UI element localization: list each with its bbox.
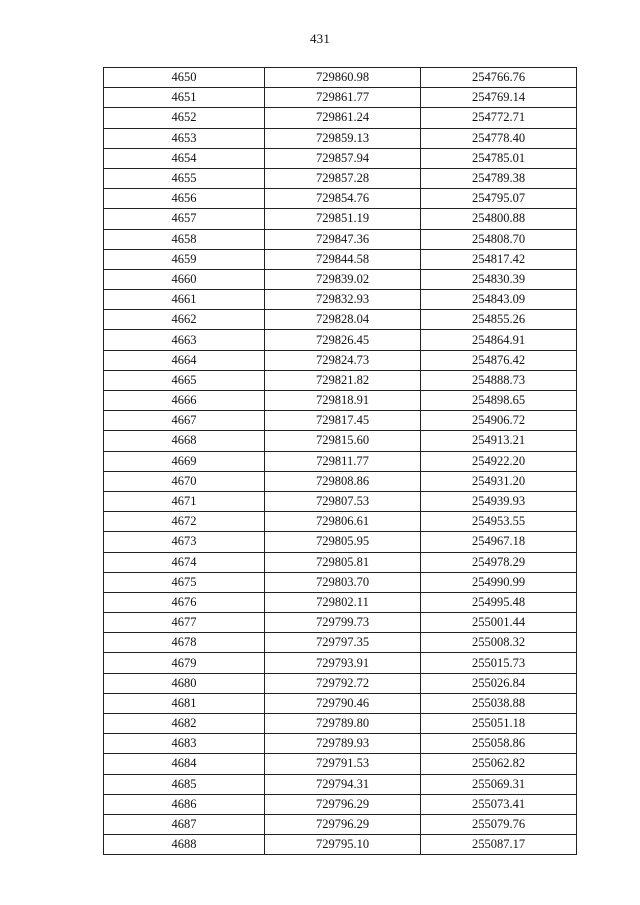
y-coordinate-cell: 254953.55 bbox=[421, 512, 577, 532]
y-coordinate-cell: 254769.14 bbox=[421, 88, 577, 108]
table-row bbox=[104, 653, 577, 673]
y-coordinate-cell: 255058.86 bbox=[421, 734, 577, 754]
point-number-cell: 4656 bbox=[104, 189, 265, 209]
point-number-cell: 4650 bbox=[104, 68, 265, 88]
table-row bbox=[104, 350, 577, 370]
table-row bbox=[104, 491, 577, 511]
x-coordinate-cell: 729828.04 bbox=[265, 310, 421, 330]
point-number-cell: 4657 bbox=[104, 209, 265, 229]
table-row bbox=[104, 613, 577, 633]
x-coordinate-cell: 729857.28 bbox=[265, 168, 421, 188]
point-number-cell: 4654 bbox=[104, 148, 265, 168]
y-coordinate-cell: 254785.01 bbox=[421, 148, 577, 168]
table-row bbox=[104, 734, 577, 754]
point-number-cell: 4652 bbox=[104, 108, 265, 128]
y-coordinate-cell: 254864.91 bbox=[421, 330, 577, 350]
y-coordinate-cell: 254990.99 bbox=[421, 572, 577, 592]
table-row bbox=[104, 512, 577, 532]
x-coordinate-cell: 729815.60 bbox=[265, 431, 421, 451]
point-number-cell: 4669 bbox=[104, 451, 265, 471]
table-row bbox=[104, 794, 577, 814]
x-coordinate-cell: 729794.31 bbox=[265, 774, 421, 794]
x-coordinate-cell: 729851.19 bbox=[265, 209, 421, 229]
table-row bbox=[104, 68, 577, 88]
x-coordinate-cell: 729808.86 bbox=[265, 471, 421, 491]
x-coordinate-cell: 729796.29 bbox=[265, 794, 421, 814]
y-coordinate-cell: 254898.65 bbox=[421, 391, 577, 411]
y-coordinate-cell: 254766.76 bbox=[421, 68, 577, 88]
table-row bbox=[104, 552, 577, 572]
coordinates-table bbox=[103, 67, 577, 855]
table-row bbox=[104, 148, 577, 168]
y-coordinate-cell: 254995.48 bbox=[421, 592, 577, 612]
x-coordinate-cell: 729792.72 bbox=[265, 673, 421, 693]
point-number-cell: 4661 bbox=[104, 290, 265, 310]
y-coordinate-cell: 254778.40 bbox=[421, 128, 577, 148]
x-coordinate-cell: 729791.53 bbox=[265, 754, 421, 774]
point-number-cell: 4659 bbox=[104, 249, 265, 269]
x-coordinate-cell: 729789.93 bbox=[265, 734, 421, 754]
y-coordinate-cell: 255001.44 bbox=[421, 613, 577, 633]
y-coordinate-cell: 254843.09 bbox=[421, 290, 577, 310]
x-coordinate-cell: 729818.91 bbox=[265, 391, 421, 411]
point-number-cell: 4651 bbox=[104, 88, 265, 108]
point-number-cell: 4688 bbox=[104, 835, 265, 855]
table-row bbox=[104, 108, 577, 128]
y-coordinate-cell: 254800.88 bbox=[421, 209, 577, 229]
table-row bbox=[104, 370, 577, 390]
point-number-cell: 4665 bbox=[104, 370, 265, 390]
point-number-cell: 4677 bbox=[104, 613, 265, 633]
table-row bbox=[104, 714, 577, 734]
x-coordinate-cell: 729797.35 bbox=[265, 633, 421, 653]
x-coordinate-cell: 729807.53 bbox=[265, 491, 421, 511]
table-row bbox=[104, 633, 577, 653]
x-coordinate-cell: 729839.02 bbox=[265, 269, 421, 289]
table-row bbox=[104, 532, 577, 552]
x-coordinate-cell: 729844.58 bbox=[265, 249, 421, 269]
point-number-cell: 4674 bbox=[104, 552, 265, 572]
x-coordinate-cell: 729832.93 bbox=[265, 290, 421, 310]
table-row bbox=[104, 269, 577, 289]
point-number-cell: 4687 bbox=[104, 814, 265, 834]
table-row bbox=[104, 128, 577, 148]
table-row bbox=[104, 189, 577, 209]
y-coordinate-cell: 254939.93 bbox=[421, 491, 577, 511]
y-coordinate-cell: 254931.20 bbox=[421, 471, 577, 491]
y-coordinate-cell: 254913.21 bbox=[421, 431, 577, 451]
x-coordinate-cell: 729821.82 bbox=[265, 370, 421, 390]
point-number-cell: 4655 bbox=[104, 168, 265, 188]
coordinates-table-body bbox=[104, 68, 577, 855]
y-coordinate-cell: 254808.70 bbox=[421, 229, 577, 249]
table-row bbox=[104, 592, 577, 612]
table-row bbox=[104, 754, 577, 774]
point-number-cell: 4673 bbox=[104, 532, 265, 552]
x-coordinate-cell: 729859.13 bbox=[265, 128, 421, 148]
table-row bbox=[104, 451, 577, 471]
y-coordinate-cell: 255026.84 bbox=[421, 673, 577, 693]
table-row bbox=[104, 774, 577, 794]
x-coordinate-cell: 729795.10 bbox=[265, 835, 421, 855]
x-coordinate-cell: 729854.76 bbox=[265, 189, 421, 209]
y-coordinate-cell: 255008.32 bbox=[421, 633, 577, 653]
point-number-cell: 4680 bbox=[104, 673, 265, 693]
y-coordinate-cell: 255015.73 bbox=[421, 653, 577, 673]
y-coordinate-cell: 255069.31 bbox=[421, 774, 577, 794]
table-row bbox=[104, 310, 577, 330]
point-number-cell: 4679 bbox=[104, 653, 265, 673]
x-coordinate-cell: 729790.46 bbox=[265, 693, 421, 713]
x-coordinate-cell: 729799.73 bbox=[265, 613, 421, 633]
y-coordinate-cell: 255079.76 bbox=[421, 814, 577, 834]
y-coordinate-cell: 255051.18 bbox=[421, 714, 577, 734]
point-number-cell: 4672 bbox=[104, 512, 265, 532]
table-row bbox=[104, 168, 577, 188]
point-number-cell: 4658 bbox=[104, 229, 265, 249]
page-number: 431 bbox=[309, 31, 331, 46]
x-coordinate-cell: 729811.77 bbox=[265, 451, 421, 471]
x-coordinate-cell: 729789.80 bbox=[265, 714, 421, 734]
x-coordinate-cell: 729860.98 bbox=[265, 68, 421, 88]
point-number-cell: 4681 bbox=[104, 693, 265, 713]
table-row bbox=[104, 673, 577, 693]
y-coordinate-cell: 255038.88 bbox=[421, 693, 577, 713]
point-number-cell: 4663 bbox=[104, 330, 265, 350]
point-number-cell: 4682 bbox=[104, 714, 265, 734]
point-number-cell: 4664 bbox=[104, 350, 265, 370]
table-row bbox=[104, 693, 577, 713]
point-number-cell: 4670 bbox=[104, 471, 265, 491]
point-number-cell: 4678 bbox=[104, 633, 265, 653]
table-row bbox=[104, 391, 577, 411]
x-coordinate-cell: 729824.73 bbox=[265, 350, 421, 370]
point-number-cell: 4653 bbox=[104, 128, 265, 148]
point-number-cell: 4684 bbox=[104, 754, 265, 774]
table-row bbox=[104, 431, 577, 451]
y-coordinate-cell: 254967.18 bbox=[421, 532, 577, 552]
y-coordinate-cell: 254855.26 bbox=[421, 310, 577, 330]
x-coordinate-cell: 729806.61 bbox=[265, 512, 421, 532]
table-row bbox=[104, 249, 577, 269]
table-row bbox=[104, 814, 577, 834]
point-number-cell: 4685 bbox=[104, 774, 265, 794]
table-row bbox=[104, 835, 577, 855]
x-coordinate-cell: 729817.45 bbox=[265, 411, 421, 431]
table-row bbox=[104, 209, 577, 229]
table-row bbox=[104, 330, 577, 350]
point-number-cell: 4683 bbox=[104, 734, 265, 754]
x-coordinate-cell: 729861.77 bbox=[265, 88, 421, 108]
table-row bbox=[104, 229, 577, 249]
x-coordinate-cell: 729847.36 bbox=[265, 229, 421, 249]
x-coordinate-cell: 729805.95 bbox=[265, 532, 421, 552]
y-coordinate-cell: 254795.07 bbox=[421, 189, 577, 209]
y-coordinate-cell: 254830.39 bbox=[421, 269, 577, 289]
x-coordinate-cell: 729793.91 bbox=[265, 653, 421, 673]
table-row bbox=[104, 471, 577, 491]
table-row bbox=[104, 572, 577, 592]
point-number-cell: 4676 bbox=[104, 592, 265, 612]
y-coordinate-cell: 254922.20 bbox=[421, 451, 577, 471]
x-coordinate-cell: 729796.29 bbox=[265, 814, 421, 834]
table-row bbox=[104, 88, 577, 108]
point-number-cell: 4668 bbox=[104, 431, 265, 451]
x-coordinate-cell: 729857.94 bbox=[265, 148, 421, 168]
point-number-cell: 4660 bbox=[104, 269, 265, 289]
y-coordinate-cell: 254906.72 bbox=[421, 411, 577, 431]
point-number-cell: 4686 bbox=[104, 794, 265, 814]
x-coordinate-cell: 729802.11 bbox=[265, 592, 421, 612]
x-coordinate-cell: 729805.81 bbox=[265, 552, 421, 572]
x-coordinate-cell: 729826.45 bbox=[265, 330, 421, 350]
point-number-cell: 4667 bbox=[104, 411, 265, 431]
y-coordinate-cell: 254789.38 bbox=[421, 168, 577, 188]
y-coordinate-cell: 255087.17 bbox=[421, 835, 577, 855]
x-coordinate-cell: 729861.24 bbox=[265, 108, 421, 128]
y-coordinate-cell: 254876.42 bbox=[421, 350, 577, 370]
table-row bbox=[104, 411, 577, 431]
point-number-cell: 4675 bbox=[104, 572, 265, 592]
point-number-cell: 4671 bbox=[104, 491, 265, 511]
point-number-cell: 4666 bbox=[104, 391, 265, 411]
y-coordinate-cell: 254978.29 bbox=[421, 552, 577, 572]
x-coordinate-cell: 729803.70 bbox=[265, 572, 421, 592]
y-coordinate-cell: 255073.41 bbox=[421, 794, 577, 814]
table-row bbox=[104, 290, 577, 310]
point-number-cell: 4662 bbox=[104, 310, 265, 330]
y-coordinate-cell: 255062.82 bbox=[421, 754, 577, 774]
y-coordinate-cell: 254888.73 bbox=[421, 370, 577, 390]
y-coordinate-cell: 254817.42 bbox=[421, 249, 577, 269]
y-coordinate-cell: 254772.71 bbox=[421, 108, 577, 128]
